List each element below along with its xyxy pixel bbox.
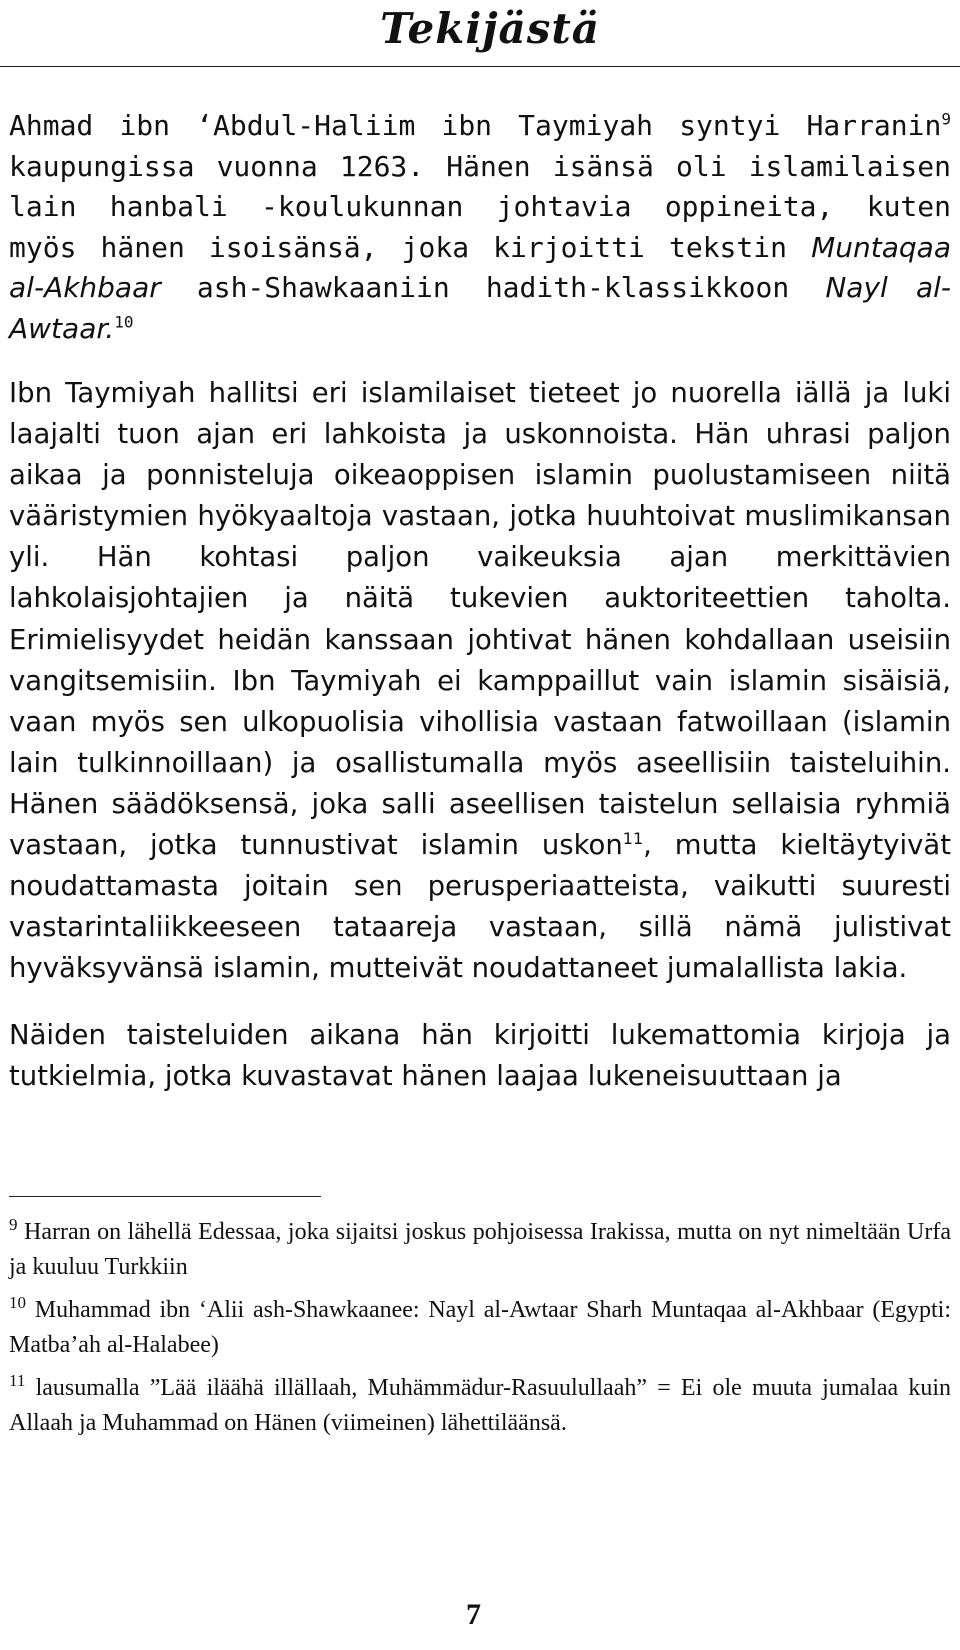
footnote-text: Harran on lähellä Edessaa, joka sijaitsi joskus pohjoisessa Irakissa, mutta on nyt nimeltään Urfa ja kuuluu Turkkiin [9, 1219, 952, 1280]
page-number: 7 [466, 1598, 481, 1631]
footnote-number: 11 [9, 1371, 26, 1390]
header-divider [0, 66, 960, 67]
footnote-11 [9, 1371, 951, 1441]
page-header [0, 0, 960, 70]
footnote-text: lausumalla ”Lää iläähä illällaah, Muhämmädur-Rasuulullaah” = Ei ole muuta jumalaa kuin Allaah ja Muhammad on Hänen (viimeinen) lähettiläänsä. [9, 1375, 952, 1436]
footnote-number: 10 [9, 1293, 26, 1312]
footnote-ref-10[interactable]: 10 [114, 312, 134, 332]
paragraph-3: Näiden taisteluiden aikana hän kirjoitti lukemattomia kirjoja ja tutkielmia, jotka kuvastavat hänen laajaa lukeneisuuttaan ja [9, 1019, 951, 1093]
body-text [9, 106, 951, 1097]
book-title-nayl: Nayl al-Awtaar. [9, 271, 951, 345]
footnote-ref-9[interactable]: 9 [941, 109, 951, 129]
book-title-muntaqaa: Muntaqaa al-Akhbaar [9, 230, 951, 304]
footnote-divider [9, 1196, 321, 1197]
footnote-text: Muhammad ibn ‘Alii ash-Shawkaanee: Nayl al-Awtaar Sharh Muntaqaa al-Akhbaar (Egypti: Matba’ah al-Halabee) [9, 1297, 952, 1358]
paragraph-2-text-b: , mutta kieltäytyivät noudattamasta joitain sen perusperiaatteista, vaikutti suuresti vastarintaliikkeeseen tataareja vastaan, sillä nämä julistivat hyväksyvänsä islamin, mutteivät noudattaneet jumalallista lakia. [9, 829, 951, 985]
paragraph-2-text-a: Ibn Taymiyah hallitsi eri islamilaiset tieteet jo nuorella iällä ja luki laajalti tuon ajan eri lahkoista ja uskonnoista. Hän uhrasi paljon aikaa ja ponnisteluja oikeaoppisen islamin puolustamiseen niitä vääristymien hyökyaaltoja vastaan, jotka huuhtoivat muslimikansan yli. Hän kohtasi paljon vaikeuksia ajan merkittävien lahkolaisjohtajien ja näitä tukevien auktoriteettien taholta. Erimielisyydet heidän kanssaan johtivat hänen kohdallaan useisiin vangitsemisiin. Ibn Taymiyah ei kamppaillut vain islamin sisäisiä, vaan myös sen ulkopuolisia vihollisia vastaan fatwoillaan (islamin lain tulkinnoillaan) ja osallistumalla myös aseellisiin taisteluihin. Hänen säädöksensä, joka salli aseellisen taistelun sellaisia ryhmiä vastaan, jotka tunnustivat islamin uskon [9, 377, 951, 862]
paragraph-1-text-a: Ahmad ibn ‘Abdul-Haliim ibn Taymiyah syntyi Harranin [9, 109, 942, 142]
paragraph-2 [9, 373, 951, 989]
footnote-ref-11[interactable]: 11 [622, 828, 644, 848]
paragraph-1 [9, 106, 951, 349]
paragraph-1-text-c: ash-Shawkaaniin hadith-klassikkoon [160, 271, 826, 304]
footnote-number: 9 [9, 1215, 18, 1234]
footnote-10 [9, 1293, 951, 1363]
paragraph-1-text-b: kaupungissa vuonna 1263. Hänen isänsä oli islamilaisen lain hanbali -koulukunnan johtavia oppineita, kuten myös hänen isoisänsä, joka kirjoitti tekstin [9, 149, 951, 264]
footnotes [9, 1215, 951, 1449]
page-title: Tekijästä [380, 4, 600, 53]
footnote-9 [9, 1215, 951, 1285]
